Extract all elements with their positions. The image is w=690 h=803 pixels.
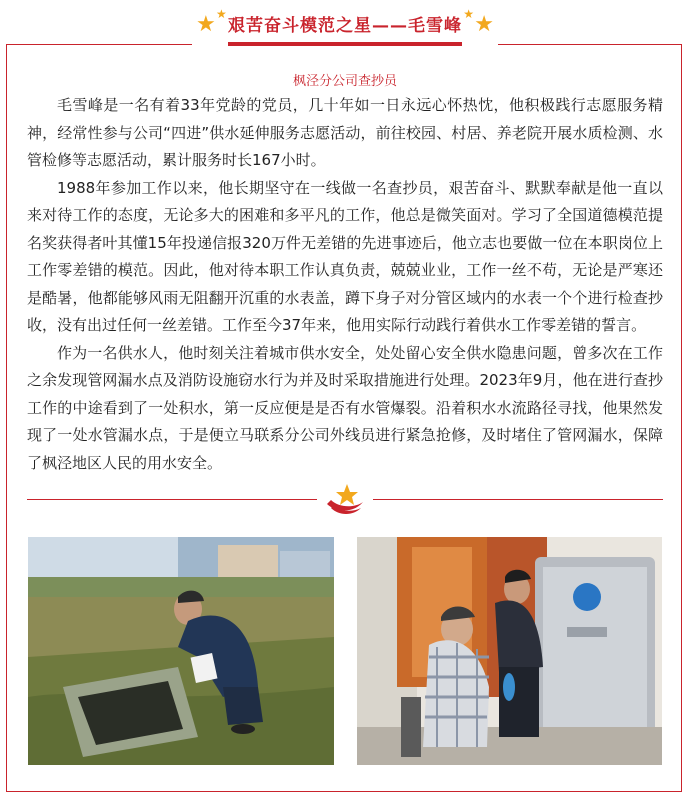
party-emblem-icon (323, 482, 367, 518)
paragraph: 作为一名供水人，他时刻关注着城市供水安全，处处留心安全供水隐患问题，曾多次在工作之余发现管网漏水点及消防设施窃水行为并及时采取措施进行处理。2023年9月，他在进行查抄工作的中途看到了一处积水，第一反应便是是否有水管爆裂。沿着积水水流路径寻找，他果然发现了一处水管漏水点，于是便立马联系分公司外线员进行紧急抢修，及时堵住了管网漏水，保障了枫泾地区人民的用水安全。 (27, 343, 663, 472)
divider-line-left (27, 499, 317, 500)
article-subtitle: 枫泾分公司查抄员 (292, 74, 397, 89)
title-underline (228, 42, 462, 46)
star-icon: ★ (216, 7, 227, 21)
star-icon: ★ (196, 12, 216, 37)
divider-line-right (373, 499, 663, 500)
paragraph: 1988年参加工作以来，他长期坚守在一线做一名查抄员，艰苦奋斗、默默奉献是他一直以来对待工作的态度，无论多大的困难和多平凡的工作，他总是微笑面对。学习了全国道德模范提名奖获得者叶其懂15年投递信报320万件无差错的先进事迹后，他立志也要做一位在本职岗位上工作零差错的模范。因此，他对待本职工作认真负责，兢兢业业，工作一丝不苟，无论是严寒还是酷暑，他都能够风雨无阻翻开沉重的水表盖，蹲下身子对分管区域内的水表一个个进行检查抄收，没有出过任何一丝差错。工作至今37年来，他用实际行动践行着供水工作零差错的誓言。 (27, 178, 663, 334)
header (0, 6, 690, 52)
page-title: 艰苦奋斗模范之星——毛雪峰 (228, 16, 462, 36)
volunteer-service-photo (357, 537, 662, 765)
meter-reading-photo (28, 537, 334, 765)
star-icon: ★ (463, 7, 474, 21)
title-banner (192, 6, 498, 52)
star-icon: ★ (474, 12, 494, 37)
article-body (27, 92, 663, 477)
paragraph: 毛雪峰是一名有着33年党龄的党员，几十年如一日永远心怀热忱，他积极践行志愿服务精神，经常性参与公司“四进”供水延伸服务志愿活动，前往校园、村居、养老院开展水质检测、水管检修等志愿活动，累计服务时长167小时。 (27, 96, 663, 169)
